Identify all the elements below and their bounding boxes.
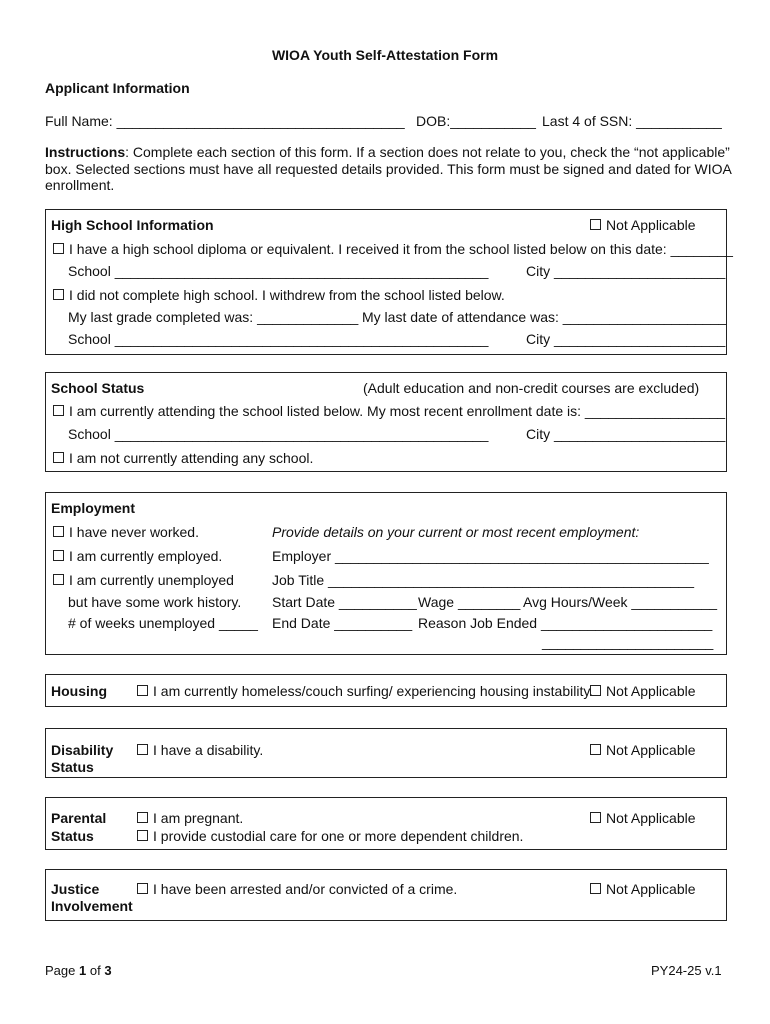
applicant-heading: Applicant Information (45, 80, 190, 96)
wage-field[interactable]: Wage ________ (418, 594, 521, 610)
checkbox-icon[interactable] (137, 744, 148, 755)
checkbox-icon[interactable] (53, 452, 64, 463)
instructions-label: Instructions (45, 144, 126, 160)
not-applicable-label: Not Applicable (606, 881, 696, 897)
checkbox-icon[interactable] (590, 812, 601, 823)
diploma-label: I have a high school diploma or equivalent. I received it from the school listed below on this date: ________ (69, 241, 733, 257)
city-field[interactable]: City ______________________ (526, 426, 726, 442)
disability-label: I have a disability. (153, 742, 264, 758)
avg-hours-field[interactable]: Avg Hours/Week ___________ (523, 594, 718, 610)
never-worked-label: I have never worked. (69, 524, 199, 540)
form-title: WIOA Youth Self-Attestation Form (271, 47, 499, 63)
not-complete-label: I did not complete high school. I withdrew from the school listed below. (69, 287, 505, 303)
page-number: 1 (79, 963, 87, 978)
checkbox-icon[interactable] (137, 812, 148, 823)
city-field[interactable]: City ______________________ (526, 263, 726, 279)
employed-option[interactable] (53, 548, 222, 564)
checkbox-icon[interactable] (53, 526, 64, 537)
disability-option[interactable] (137, 742, 263, 758)
housing-not-applicable[interactable] (590, 683, 696, 699)
checkbox-icon[interactable] (53, 550, 64, 561)
not-complete-option[interactable] (53, 287, 505, 303)
end-date-field[interactable]: End Date __________ (272, 615, 413, 631)
school-status-heading: School Status (51, 380, 145, 396)
justice-not-applicable[interactable] (590, 881, 696, 897)
checkbox-icon[interactable] (53, 289, 64, 300)
city-field[interactable]: City ______________________ (526, 331, 726, 347)
high-school-not-applicable[interactable] (590, 217, 696, 233)
housing-label: I am currently homeless/couch surfing/ experiencing housing instability. (153, 683, 594, 699)
checkbox-icon[interactable] (590, 744, 601, 755)
instructions-text: : Complete each section of this form. If a section does not relate to you, check the “not applicable” box. Selected sections must have all requested details provided. This form must be signed and dated for WIOA enrollment. (45, 144, 732, 193)
school-field[interactable]: School ________________________________________________ (68, 426, 489, 442)
checkbox-icon[interactable] (137, 883, 148, 894)
justice-heading-line1: Justice (51, 881, 100, 897)
not-applicable-label: Not Applicable (606, 810, 696, 826)
job-title-field[interactable]: Job Title _______________________________________________ (272, 572, 694, 588)
checkbox-icon[interactable] (137, 830, 148, 841)
page-total: 3 (104, 963, 112, 978)
checkbox-icon[interactable] (137, 685, 148, 696)
pregnant-label: I am pregnant. (153, 810, 244, 826)
not-applicable-label: Not Applicable (606, 217, 696, 233)
pregnant-option[interactable] (137, 810, 243, 826)
not-attending-label: I am not currently attending any school. (69, 450, 314, 466)
employed-label: I am currently employed. (69, 548, 223, 564)
work-history-text: but have some work history. (68, 594, 242, 610)
employment-heading: Employment (51, 500, 136, 516)
dob-field[interactable]: DOB:___________ (416, 113, 536, 129)
justice-option[interactable] (137, 881, 457, 897)
justice-label: I have been arrested and/or convicted of a crime. (153, 881, 458, 897)
full-name-field[interactable]: Full Name: _____________________________________ (45, 113, 405, 129)
disability-heading-line2: Status (51, 759, 94, 775)
custodial-option[interactable] (137, 828, 523, 844)
ssn-field[interactable]: Last 4 of SSN: ___________ (542, 113, 722, 129)
employment-details-prompt: Provide details on your current or most recent employment: (272, 524, 640, 540)
school-field[interactable]: School ________________________________________________ (68, 263, 489, 279)
justice-heading-line2: Involvement (51, 898, 133, 914)
school-status-note: (Adult education and non-credit courses are excluded) (363, 380, 700, 396)
parental-not-applicable[interactable] (590, 810, 696, 826)
start-date-field[interactable]: Start Date __________ (272, 594, 417, 610)
school-field[interactable]: School ________________________________________________ (68, 331, 489, 347)
never-worked-option[interactable] (53, 524, 199, 540)
unemployed-option[interactable] (53, 572, 234, 588)
page-label: Page (45, 963, 76, 978)
checkbox-icon[interactable] (53, 405, 64, 416)
version-label: PY24-25 v.1 (651, 963, 722, 978)
high-school-heading: High School Information (51, 217, 214, 233)
disability-not-applicable[interactable] (590, 742, 696, 758)
checkbox-icon[interactable] (53, 243, 64, 254)
reason-ended-continuation[interactable]: ______________________ (542, 634, 714, 650)
attending-option[interactable] (53, 403, 725, 419)
last-grade-field[interactable]: My last grade completed was: _____________ (68, 309, 359, 325)
unemployed-label: I am currently unemployed (69, 572, 234, 588)
diploma-option[interactable] (53, 241, 733, 257)
not-applicable-label: Not Applicable (606, 742, 696, 758)
page-indicator (45, 963, 112, 978)
parental-heading-line1: Parental (51, 810, 107, 826)
instructions (45, 144, 735, 194)
custodial-label: I provide custodial care for one or more dependent children. (153, 828, 524, 844)
parental-heading-line2: Status (51, 828, 94, 844)
disability-heading-line1: Disability (51, 742, 114, 758)
last-date-field[interactable]: My last date of attendance was: _____________________ (362, 309, 727, 325)
checkbox-icon[interactable] (590, 685, 601, 696)
checkbox-icon[interactable] (590, 883, 601, 894)
attending-label: I am currently attending the school listed below. My most recent enrollment date is: __________________ (69, 403, 726, 419)
reason-ended-field[interactable]: Reason Job Ended ______________________ (418, 615, 713, 631)
checkbox-icon[interactable] (590, 219, 601, 230)
of-label: of (89, 963, 101, 978)
not-applicable-label: Not Applicable (606, 683, 696, 699)
not-attending-option[interactable] (53, 450, 313, 466)
employer-field[interactable]: Employer ________________________________________________ (272, 548, 709, 564)
housing-option[interactable] (137, 683, 593, 699)
weeks-unemployed-field[interactable]: # of weeks unemployed _____ (68, 615, 258, 631)
checkbox-icon[interactable] (53, 574, 64, 585)
housing-heading: Housing (51, 683, 107, 699)
